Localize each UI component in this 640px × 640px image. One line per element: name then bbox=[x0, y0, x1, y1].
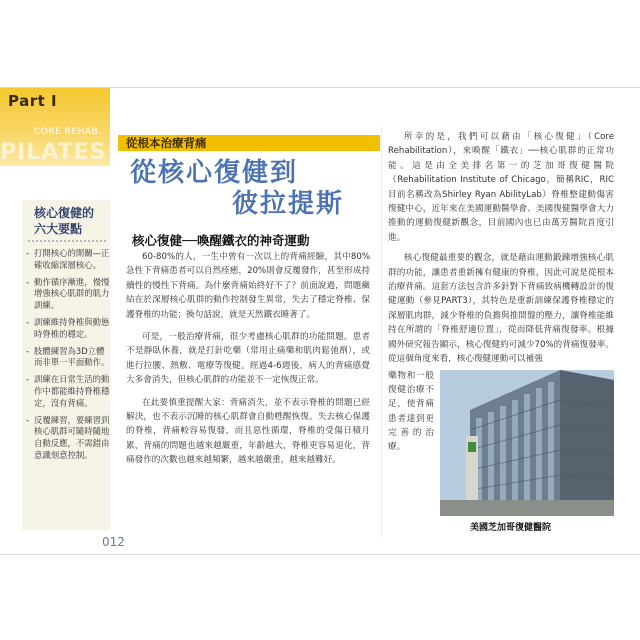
photo-caption: 美國芝加哥復健醫院 bbox=[470, 523, 552, 533]
article-body-middle bbox=[126, 250, 370, 476]
sidebar-heading bbox=[34, 205, 94, 237]
part-title: Part I bbox=[8, 92, 58, 110]
sidebar-list-item: - 打開核心的開關—正確收縮深層核心。 bbox=[26, 248, 110, 272]
article-subheading: 核心復健──喚醒鐵衣的神奇運動 bbox=[132, 233, 310, 248]
body-paragraph: 可是，一般治療背痛，很少考慮核心肌群的功能問題。患者不是靜臥休養，就是打針吃藥（常用止痛藥和肌肉鬆弛劑），或進行拉腰、熱敷、電療等復健。經過4-6週後，病人的背痛感覺大多會消失，但核心肌群的功能並不一定恢復正常。 bbox=[126, 332, 370, 386]
body-paragraph: 核心復健最重要的觀念，就是藉由運動鍛鍊增強核心肌群的功能，讓患者重新擁有健康的脊椎，因此可說是從根本治療背痛。這套方法包含許多針對下背痛致病機轉設計的復健運動（參見PART3），其特色是重新訓練保護脊椎穩定的深層肌肉群，減少脊椎的負擔與推間盤的壓力，讓脊椎能維持在所謂的「脊椎舒適位置」，從而降低背痛復發率。根據國外研究報告顯示，核心復健約可減少70%的背痛復發率。從這個角度來看，核心復健運動可以補強 bbox=[388, 253, 614, 365]
body-paragraph: 在此要慎重提醒大家：背痛消失，並不表示脊椎的問題已經解決，也不表示沉睡的核心肌群會自動甦醒恢復。失去核心保護的脊椎，背痛較容易復發，而且惡性循環，脊椎的受傷日積月累，背痛的問題也越來越嚴重，年齡越大，脊椎更容易退化，背痛發作的次數也越來越頻繁，越來越嚴重，越來越難好。 bbox=[126, 397, 370, 466]
sidebar-list-item: - 訓練在日常生活的動作中都能維持脊椎穩定，沒有背痛。 bbox=[26, 374, 110, 409]
sidebar-heading-line1: 核心復健的 bbox=[34, 206, 95, 220]
sidebar-heading-line2: 六大要點 bbox=[34, 222, 83, 236]
hospital-photo bbox=[440, 370, 614, 516]
watermark-text: PILATES bbox=[0, 140, 107, 165]
sidebar-list-item: - 動作循序漸進，慢慢增強核心肌群的肌力訓練。 bbox=[26, 277, 110, 312]
sidebar-list-item: - 訓練維持脊椎與動態時脊椎的穩定。 bbox=[26, 317, 110, 341]
page-number: 012 bbox=[102, 535, 125, 549]
section-tag: 從根本治療背痛 bbox=[126, 136, 207, 150]
building-illustration bbox=[440, 370, 614, 516]
article-body-right bbox=[388, 130, 614, 373]
sidebar-list-item: - 反覆練習，要練習到核心肌群可隨時隨地自動反應，不需錯由意識刻意控制。 bbox=[26, 415, 110, 462]
body-wrap-text: 藥物和一般復健治療不足，使背痛患者達到更完善的治療。 bbox=[388, 371, 434, 453]
sidebar-list bbox=[26, 248, 110, 467]
article-title-line1: 從核心復健到 bbox=[130, 158, 299, 188]
article-title-line2: 彼拉提斯 bbox=[232, 189, 345, 219]
body-paragraph: 60-80%的人，一生中曾有一次以上的背痛經驗，其中80%急性下背痛患者可以自然痊癒，20%則會反覆發作，甚至形成持續性的慢性下背痛。為什麼背痛始終好不了？前面說過，問題癥結在於深層核心肌群的動作控制發生異常，失去了穩定脊椎、保護脊椎的功能；換句話說，就是天然鐵衣睡著了。 bbox=[126, 252, 370, 320]
column-divider bbox=[381, 127, 382, 537]
sidebar-divider bbox=[28, 240, 106, 242]
sidebar-list-item: - 肢體練習為3D立體而非單一平面動作。 bbox=[26, 346, 110, 370]
section-subtitle: CORE REHAB. bbox=[34, 127, 102, 137]
body-paragraph: 所幸的是，我們可以藉由「核心復健」（Core Rehabilitation），來喚醒「鐵衣」──核心肌群的正常功能。這是由全美排名第一的芝加哥復健醫院（Rehabilitation Institute of Chicago，簡稱RIC，RIC目前名稱改為Shirley Ryan AbilityLab）脊椎整建動傷害復健中心，近年來在美國運動醫學會、美國復健醫學會大力推動的運動復健新觀念，目前國內也已由萬芳醫院首度引進。 bbox=[388, 132, 614, 243]
